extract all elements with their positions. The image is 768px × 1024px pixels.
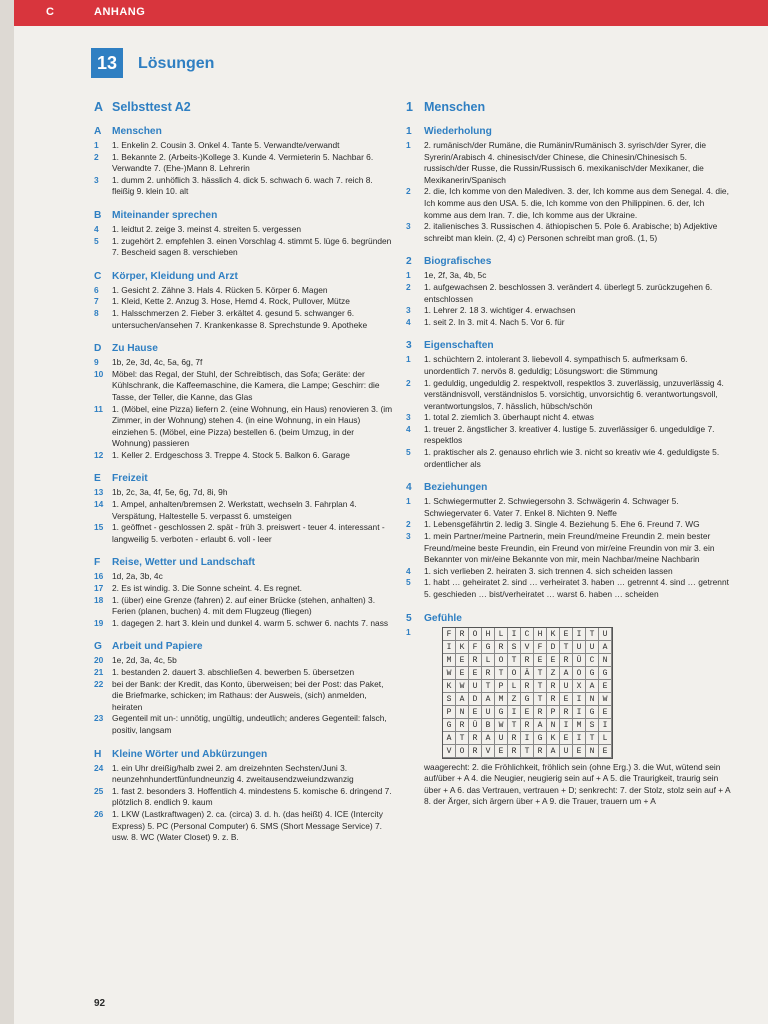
- puzzle-cell: I: [573, 706, 586, 719]
- puzzle-cell: T: [534, 693, 547, 706]
- puzzle-cell: G: [586, 667, 599, 680]
- exercise-number: 24: [94, 762, 104, 773]
- puzzle-cell: G: [586, 706, 599, 719]
- puzzle-cell: U: [482, 706, 495, 719]
- puzzle-cell: I: [599, 719, 612, 732]
- subsection-heading: F Reise, Wetter und Landschaft: [94, 557, 256, 569]
- exercise-number: 12: [94, 449, 104, 460]
- puzzle-cell: G: [521, 693, 534, 706]
- exercise-answer: [94, 308, 394, 331]
- answer-text: 2. rumänisch/der Rumäne, die Rumänin/Rumänisch 3. syrisch/der Syrer, die Syrerin/Arabisch 4. chinesisch/der Chinese, die Chinesin/Chinesisch 5. russisch/der Russe, die Russin/Russisch 6. mexikanisch/der Mexikaner, die Mexikanerin/Spanisch: [424, 140, 707, 185]
- puzzle-cell: P: [547, 706, 560, 719]
- answer-text: 1. (über) eine Grenze (fahren) 2. auf einer Brücke (stehen, anhalten) 3. Ferien (planen, buchen) 4. mit dem Flugzeug (fliegen): [112, 594, 376, 617]
- puzzle-cell: G: [482, 641, 495, 654]
- puzzle-cell: E: [456, 667, 469, 680]
- answer-text: 1. treuer 2. ängstlicher 3. kreativer 4. lustige 5. zuverlässiger 6. ungeduldige 7. respektlos: [424, 423, 715, 446]
- section-heading: 1 Menschen: [406, 100, 486, 114]
- answer-text: 2. Es ist windig. 3. Die Sonne scheint. 4. Es regnet.: [112, 583, 302, 594]
- exercise-answer: [406, 519, 731, 531]
- puzzle-cell: R: [508, 745, 521, 758]
- exercise-answer: [94, 763, 394, 786]
- exercise-answer: [94, 583, 394, 595]
- puzzle-cell: U: [573, 641, 586, 654]
- puzzle-cell: Z: [547, 667, 560, 680]
- puzzle-cell: N: [547, 719, 560, 732]
- puzzle-cell: G: [443, 719, 456, 732]
- puzzle-cell: Ä: [521, 667, 534, 680]
- puzzle-cell: O: [508, 667, 521, 680]
- answer-text: Möbel: das Regal, der Stuhl, der Schreibtisch, das Sofa; Geräte: der Kühlschrank, die Kaffeemaschine, die Kamera, die Lampe; Geschirr: die Tasse, der Teller, die Kanne, das Glas: [112, 368, 380, 402]
- exercise-number: 2: [406, 377, 411, 388]
- exercise-number: 3: [406, 221, 411, 232]
- exercise-number: 1: [406, 140, 411, 150]
- answer-text: 1. Kleid, Kette 2. Anzug 3. Hose, Hemd 4. Rock, Pullover, Mütze: [112, 296, 350, 307]
- exercise-answer: [94, 224, 394, 236]
- subsection-heading: 2 Biografisches: [406, 256, 492, 268]
- puzzle-cell: O: [495, 654, 508, 667]
- answer-text: Gegenteil mit un-: unnötig, ungültig, undeutlich; anderes Gegenteil: falsch, positiv, langsam: [112, 713, 387, 735]
- puzzle-cell: S: [508, 641, 521, 654]
- puzzle-cell: W: [456, 680, 469, 693]
- exercise-answer: [94, 655, 394, 667]
- answer-text: 1. dagegen 2. hart 3. klein und dunkel 4. warm 5. schwer 6. nachts 7. nass: [112, 617, 389, 628]
- exercise-number: 3: [406, 305, 411, 316]
- word-puzzle-grid: [442, 627, 613, 759]
- puzzle-cell: R: [521, 680, 534, 693]
- puzzle-cell: N: [586, 745, 599, 758]
- puzzle-cell: E: [547, 654, 560, 667]
- left-column: [94, 100, 394, 844]
- section-heading: A Selbsttest A2: [94, 100, 191, 114]
- puzzle-cell: E: [560, 693, 573, 706]
- puzzle-cell: R: [495, 641, 508, 654]
- subsection-heading: E Freizeit: [94, 473, 148, 485]
- exercise-number: 5: [406, 447, 411, 458]
- exercise-number: 21: [94, 667, 104, 677]
- puzzle-cell: U: [469, 680, 482, 693]
- subsection-heading: C Körper, Kleidung und Arzt: [94, 270, 238, 282]
- puzzle-cell: L: [599, 732, 612, 745]
- answer-text: 1. Bekannte 2. (Arbeits-)Kollege 3. Kunde 4. Vermieterin 5. Nachbar 6. Verwandte 7. (Ehe-)Mann 8. Lehrerin: [112, 151, 374, 174]
- puzzle-cell: R: [521, 719, 534, 732]
- exercise-answer: [94, 618, 394, 630]
- puzzle-cell: Ü: [573, 654, 586, 667]
- exercise-number: 2: [406, 281, 411, 292]
- exercise-answer: [406, 282, 731, 305]
- exercise-number: 14: [94, 499, 104, 510]
- answer-text: 1. leidtut 2. zeige 3. meinst 4. streiten 5. vergessen: [112, 223, 302, 234]
- puzzle-cell: A: [482, 693, 495, 706]
- exercise-number: 5: [406, 577, 411, 588]
- answer-text: 1. geduldig, ungeduldig 2. respektvoll, respektlos 3. zuverlässig, unzuverlässig 4. verständnisvoll, verständnislos 5. vorsichtig, unvorsichtig 6. verantwortungsvoll, verantwortungslos, 7. hässlich, hübsch/schön: [424, 377, 724, 411]
- exercise-answer: [94, 236, 394, 259]
- puzzle-solution-text: waagerecht: 2. die Fröhlichkeit, fröhlich sein (ohne Erg.) 3. die Wut, wütend sein auf/über + A 4. die Neugier, neugierig sein auf + A 5. die Traurigkeit, traurig sein über + A 6. das Vertrauen, vertrauen + D; senkrecht: 7. der Stolz, stolz sein auf + A 8. der Ärger, sich ärgern über + A 9. die Trauer, trauern um + A: [424, 761, 731, 807]
- puzzle-cell: V: [443, 745, 456, 758]
- exercise-answer: [406, 140, 731, 186]
- subsection-heading: D Zu Hause: [94, 343, 158, 355]
- puzzle-cell: L: [482, 654, 495, 667]
- exercise-answer: [406, 186, 731, 221]
- chapter-number: 13: [91, 48, 123, 78]
- puzzle-cell: G: [495, 706, 508, 719]
- exercise-answer: [94, 499, 394, 522]
- answer-text: 1. Halsschmerzen 2. Fieber 3. erkältet 4. gesund 5. schwanger 6. untersuchen/ansehen 7. Krankenkasse 8. Sprechstunde 9. Apotheke: [112, 307, 368, 330]
- puzzle-cell: N: [599, 654, 612, 667]
- answer-text: 1. ein Uhr dreißig/halb zwei 2. am dreizehnten Sechsten/Juni 3. neunzehnhundertfünfundneunzig 4. zweitausendzweiundzwanzig: [112, 762, 354, 785]
- puzzle-cell: E: [469, 667, 482, 680]
- exercise-number: 4: [406, 316, 411, 327]
- exercise-number: 15: [94, 522, 104, 533]
- exercise-answer: [94, 175, 394, 198]
- puzzle-cell: N: [456, 706, 469, 719]
- puzzle-cell: T: [586, 732, 599, 745]
- puzzle-cell: R: [456, 628, 469, 641]
- puzzle-cell: W: [495, 719, 508, 732]
- subsection-heading: A Menschen: [94, 126, 162, 137]
- exercise-number: 10: [94, 368, 104, 379]
- puzzle-cell: U: [560, 680, 573, 693]
- answer-text: 1. Lebensgefährtin 2. ledig 3. Single 4. Beziehung 5. Ehe 6. Freund 7. WG: [424, 519, 700, 530]
- exercise-answer: [94, 450, 394, 462]
- puzzle-cell: U: [586, 641, 599, 654]
- exercise-number: 5: [94, 235, 99, 246]
- puzzle-cell: H: [482, 628, 495, 641]
- exercise-answer: [406, 496, 731, 519]
- puzzle-cell: T: [495, 667, 508, 680]
- exercise-number: 22: [94, 678, 104, 689]
- answer-text: bei der Bank: der Kredit, das Konto, überweisen; bei der Post: das Paket, die Briefmarke, schicken; im Rathaus: der Ausweis, (sich) anmelden, heiraten: [112, 678, 384, 712]
- puzzle-cell: M: [495, 693, 508, 706]
- exercise-answer: [406, 305, 731, 317]
- puzzle-cell: E: [495, 745, 508, 758]
- puzzle-cell: S: [586, 719, 599, 732]
- exercise-answer: [94, 369, 394, 404]
- puzzle-cell: L: [508, 680, 521, 693]
- puzzle-cell: R: [547, 693, 560, 706]
- puzzle-cell: I: [508, 706, 521, 719]
- puzzle-cell: M: [573, 719, 586, 732]
- exercise-answer: [406, 354, 731, 377]
- exercise-answer: [406, 270, 731, 282]
- puzzle-cell: W: [443, 667, 456, 680]
- puzzle-cell: O: [469, 628, 482, 641]
- puzzle-cell: T: [508, 719, 521, 732]
- answer-text: 1. dumm 2. unhöflich 3. hässlich 4. dick 5. schwach 6. wach 7. reich 8. fleißig 9. klein 10. alt: [112, 174, 373, 197]
- answer-text: 1. mein Partner/meine Partnerin, mein Freund/meine Freundin 2. mein bester Freund/meine beste Freundin, ein Freund von mir/eine Freundin von mir 3. ein Bekannter von mir/eine Bekannte von mir, mein Nachbar/meine Nachbarin: [424, 531, 715, 565]
- exercise-number: 3: [406, 531, 411, 542]
- puzzle-cell: A: [456, 693, 469, 706]
- page-number: 92: [94, 998, 106, 1009]
- puzzle-cell: T: [456, 732, 469, 745]
- exercise-number: 20: [94, 655, 104, 666]
- answer-text: 1d, 2a, 3b, 4c: [112, 571, 163, 582]
- subsection-heading: 5 Gefühle: [406, 612, 462, 624]
- puzzle-cell: O: [456, 745, 469, 758]
- puzzle-cell: R: [547, 680, 560, 693]
- puzzle-cell: R: [456, 719, 469, 732]
- puzzle-cell: R: [482, 667, 495, 680]
- puzzle-cell: G: [599, 667, 612, 680]
- exercise-number: 23: [94, 713, 104, 724]
- exercise-answer: [94, 679, 394, 714]
- puzzle-cell: E: [599, 706, 612, 719]
- puzzle-cell: T: [508, 654, 521, 667]
- puzzle-cell: E: [560, 732, 573, 745]
- puzzle-cell: R: [508, 732, 521, 745]
- puzzle-cell: A: [534, 719, 547, 732]
- exercise-answer: [406, 447, 731, 470]
- exercise-answer: [94, 152, 394, 175]
- exercise-answer: [94, 357, 394, 369]
- puzzle-cell: G: [534, 732, 547, 745]
- subsection-heading: H Kleine Wörter und Abkürzungen: [94, 748, 268, 760]
- puzzle-cell: T: [521, 745, 534, 758]
- puzzle-cell: I: [443, 641, 456, 654]
- puzzle-cell: R: [560, 706, 573, 719]
- exercise-number: 17: [94, 583, 104, 594]
- puzzle-cell: B: [482, 719, 495, 732]
- puzzle-cell: R: [469, 732, 482, 745]
- answer-text: 1. fast 2. besonders 3. Hoffentlich 4. mindestens 5. komische 6. dringend 7. plötzlich 8. endlich 9. kaum: [112, 785, 392, 808]
- answer-text: 1e, 2f, 3a, 4b, 5c: [424, 270, 487, 281]
- puzzle-cell: V: [521, 641, 534, 654]
- exercise-answer: [94, 667, 394, 679]
- puzzle-cell: E: [456, 654, 469, 667]
- puzzle-cell: A: [599, 641, 612, 654]
- page-title: Lösungen: [138, 55, 215, 72]
- answer-text: 1. LKW (Lastkraftwagen) 2. ca. (circa) 3. d. h. (das heißt) 4. ICE (Intercity Express) 5. PC (Personal Computer) 6. SMS (Short Message Service) 7. usw. 8. WC (Water Closet) 9. z. B.: [112, 808, 383, 843]
- puzzle-cell: I: [573, 628, 586, 641]
- exercise-number: 1: [94, 140, 99, 150]
- puzzle-cell: A: [547, 745, 560, 758]
- answer-text: 1b, 2c, 3a, 4f, 5e, 6g, 7d, 8i, 9h: [112, 487, 228, 498]
- exercise-number: 3: [406, 412, 411, 423]
- exercise-number: 11: [94, 403, 103, 414]
- subsection-heading: G Arbeit und Papiere: [94, 641, 203, 653]
- puzzle-cell: I: [560, 719, 573, 732]
- exercise-answer: [94, 404, 394, 450]
- exercise-number: 4: [94, 223, 99, 234]
- answer-text: 2. italienisches 3. Russischen 4. äthiopischen 5. Pole 6. Arabische; b) Adjektive schreibt man klein. (2, 4) c) Personen schreibt man groß. (1, 5): [424, 221, 718, 243]
- puzzle-cell: X: [573, 680, 586, 693]
- puzzle-cell: N: [586, 693, 599, 706]
- puzzle-cell: A: [560, 667, 573, 680]
- exercise-answer: [94, 522, 394, 545]
- puzzle-cell: K: [443, 680, 456, 693]
- answer-text: 1. Schwiegermutter 2. Schwiegersohn 3. Schwägerin 4. Schwager 5. Schwiegervater 6. Vater 7. Enkel 8. Nichten 9. Neffe: [424, 496, 679, 518]
- puzzle-cell: R: [469, 745, 482, 758]
- puzzle-cell: P: [443, 706, 456, 719]
- puzzle-cell: K: [547, 628, 560, 641]
- answer-text: 1. schüchtern 2. intolerant 3. liebevoll 4. sympathisch 5. aufmerksam 6. unordentlich 7. nervös 8. geduldig; Lösungswort: die Stimmung: [424, 354, 688, 376]
- puzzle-cell: E: [534, 654, 547, 667]
- puzzle-cell: M: [443, 654, 456, 667]
- exercise-answer: [406, 221, 731, 244]
- exercise-number: 2: [406, 186, 411, 197]
- answer-text: 1. geöffnet - geschlossen 2. spät - früh 3. preiswert - teuer 4. interessant - langweilig 5. verboten - erlaubt 6. voll - leer: [112, 522, 385, 544]
- appendix-letter: C: [46, 6, 54, 18]
- exercise-number: 4: [406, 423, 411, 434]
- exercise-number: 9: [94, 357, 99, 368]
- puzzle-cell: I: [573, 732, 586, 745]
- exercise-number: 6: [94, 284, 99, 295]
- answer-text: 1. seit 2. In 3. mit 4. Nach 5. Vor 6. für: [424, 316, 565, 327]
- puzzle-cell: C: [521, 628, 534, 641]
- exercise-number: 18: [94, 594, 104, 605]
- answer-text: 1. Gesicht 2. Zähne 3. Hals 4. Rücken 5. Körper 6. Magen: [112, 284, 328, 295]
- subsection-heading: 4 Beziehungen: [406, 482, 488, 494]
- puzzle-cell: U: [495, 732, 508, 745]
- exercise-answer: [406, 317, 731, 329]
- puzzle-cell: D: [547, 641, 560, 654]
- answer-text: 1. Lehrer 2. 18 3. wichtiger 4. erwachsen: [424, 305, 576, 316]
- exercise-answer: [406, 627, 731, 759]
- exercise-number: 13: [94, 487, 104, 498]
- exercise-answer: [94, 571, 394, 583]
- puzzle-cell: D: [469, 693, 482, 706]
- exercise-number: 2: [94, 151, 99, 162]
- puzzle-cell: V: [482, 745, 495, 758]
- answer-text: 1. Enkelin 2. Cousin 3. Onkel 4. Tante 5. Verwandte/verwandt: [112, 140, 340, 150]
- exercise-number: 4: [406, 565, 411, 576]
- puzzle-cell: A: [482, 732, 495, 745]
- answer-text: 1. Ampel, anhalten/bremsen 2. Werkstatt, wechseln 3. Fahrplan 4. Verspätung, Haltestelle 5. verpasst 6. umsteigen: [112, 499, 357, 521]
- puzzle-cell: P: [495, 680, 508, 693]
- puzzle-cell: I: [521, 732, 534, 745]
- puzzle-cell: E: [521, 706, 534, 719]
- puzzle-cell: E: [560, 628, 573, 641]
- puzzle-cell: T: [482, 680, 495, 693]
- exercise-number: 19: [94, 617, 104, 628]
- right-column: [406, 100, 731, 808]
- exercise-answer: [94, 786, 394, 809]
- answer-text: 1. habt … geheiratet 2. sind … verheiratet 3. haben … getrennt 4. sind … getrennt 5. geschieden … bist/verheiratet … warst 6. haben … scheiden: [424, 577, 729, 599]
- puzzle-cell: E: [573, 745, 586, 758]
- exercise-answer: [94, 140, 394, 152]
- puzzle-cell: R: [469, 654, 482, 667]
- puzzle-cell: T: [534, 667, 547, 680]
- puzzle-cell: Ü: [469, 719, 482, 732]
- puzzle-cell: E: [599, 745, 612, 758]
- exercise-number: 26: [94, 808, 104, 819]
- answer-text: 1. zugehört 2. empfehlen 3. einen Vorschlag 4. stimmt 5. lüge 6. begründen 7. Bescheid sagen 8. verschieben: [112, 235, 392, 258]
- exercise-number: 1: [406, 354, 411, 365]
- exercise-number: 1: [406, 496, 411, 507]
- exercise-answer: [406, 424, 731, 447]
- exercise-answer: [406, 531, 731, 566]
- subsection-heading: 1 Wiederholung: [406, 126, 492, 137]
- answer-text: 1. total 2. ziemlich 3. überhaupt nicht 4. etwas: [424, 412, 594, 423]
- exercise-number: 1: [406, 270, 411, 281]
- puzzle-cell: A: [586, 680, 599, 693]
- puzzle-cell: R: [521, 654, 534, 667]
- answer-text: 1. sich verlieben 2. heiraten 3. sich trennen 4. sich scheiden lassen: [424, 565, 673, 576]
- puzzle-cell: O: [573, 667, 586, 680]
- exercise-number: 16: [94, 571, 104, 582]
- exercise-number: 1: [406, 626, 411, 637]
- puzzle-cell: R: [534, 745, 547, 758]
- exercise-number: 8: [94, 307, 99, 318]
- answer-text: 1. bestanden 2. dauert 3. abschließen 4. bewerben 5. übersetzen: [112, 667, 355, 677]
- puzzle-cell: W: [599, 693, 612, 706]
- puzzle-cell: I: [508, 628, 521, 641]
- answer-text: 1. praktischer als 2. genauso ehrlich wie 3. nicht so kreativ wie 4. geduldigste 5. ordentlicher als: [424, 447, 720, 469]
- answer-text: 1. (Möbel, eine Pizza) liefern 2. (eine Wohnung, ein Haus) renovieren 3. (im Zimmer, in der Wohnung) stehen 4. (in eine Wohnung, in ein Haus) einziehen 5. (Möbel, eine Pizza) bestellen 6. (beim Umzug, in der Wohnung) passieren: [112, 403, 393, 449]
- document-page: [14, 0, 768, 1024]
- puzzle-cell: E: [599, 680, 612, 693]
- puzzle-cell: H: [534, 628, 547, 641]
- subsection-heading: 3 Eigenschaften: [406, 340, 494, 352]
- puzzle-cell: Z: [508, 693, 521, 706]
- exercise-answer: [406, 566, 731, 578]
- answer-text: 2. die, Ich komme von den Malediven. 3. der, Ich komme aus dem Senegal. 4. die, Ich komme aus den USA. 5. die, Ich komme von den Philippinen. 6. der, Ich komme aus dem Iran. 7. die, Ich komme aus der Ukraine.: [424, 186, 729, 220]
- puzzle-cell: A: [443, 732, 456, 745]
- puzzle-cell: T: [586, 628, 599, 641]
- header-bar: [14, 0, 768, 26]
- exercise-answer: [94, 809, 394, 844]
- exercise-answer: [94, 296, 394, 308]
- puzzle-cell: S: [443, 693, 456, 706]
- exercise-answer: [94, 487, 394, 499]
- puzzle-cell: I: [573, 693, 586, 706]
- exercise-answer: [406, 412, 731, 424]
- exercise-answer: [94, 285, 394, 297]
- puzzle-cell: K: [547, 732, 560, 745]
- puzzle-cell: F: [534, 641, 547, 654]
- exercise-number: 7: [94, 296, 99, 307]
- exercise-answer: [406, 577, 731, 600]
- puzzle-cell: U: [599, 628, 612, 641]
- exercise-answer: [406, 378, 731, 413]
- puzzle-cell: L: [495, 628, 508, 641]
- exercise-number: 2: [406, 519, 411, 530]
- puzzle-cell: U: [560, 745, 573, 758]
- exercise-answer: [94, 595, 394, 618]
- puzzle-cell: R: [534, 706, 547, 719]
- puzzle-cell: R: [560, 654, 573, 667]
- puzzle-cell: T: [560, 641, 573, 654]
- puzzle-cell: K: [456, 641, 469, 654]
- puzzle-cell: C: [586, 654, 599, 667]
- exercise-number: 25: [94, 785, 104, 796]
- subsection-heading: B Miteinander sprechen: [94, 209, 218, 221]
- puzzle-cell: E: [469, 706, 482, 719]
- puzzle-cell: F: [469, 641, 482, 654]
- answer-text: 1. aufgewachsen 2. beschlossen 3. verändert 4. überlegt 5. zurückzugehen 6. entschlossen: [424, 281, 713, 304]
- answer-text: 1e, 2d, 3a, 4c, 5b: [112, 655, 177, 666]
- answer-text: 1. Keller 2. Erdgeschoss 3. Treppe 4. Stock 5. Balkon 6. Garage: [112, 449, 350, 460]
- exercise-answer: [94, 713, 394, 736]
- answer-text: 1b, 2e, 3d, 4c, 5a, 6g, 7f: [112, 357, 203, 368]
- puzzle-cell: F: [443, 628, 456, 641]
- puzzle-cell: T: [534, 680, 547, 693]
- exercise-number: 3: [94, 174, 99, 185]
- section-label: ANHANG: [94, 6, 146, 18]
